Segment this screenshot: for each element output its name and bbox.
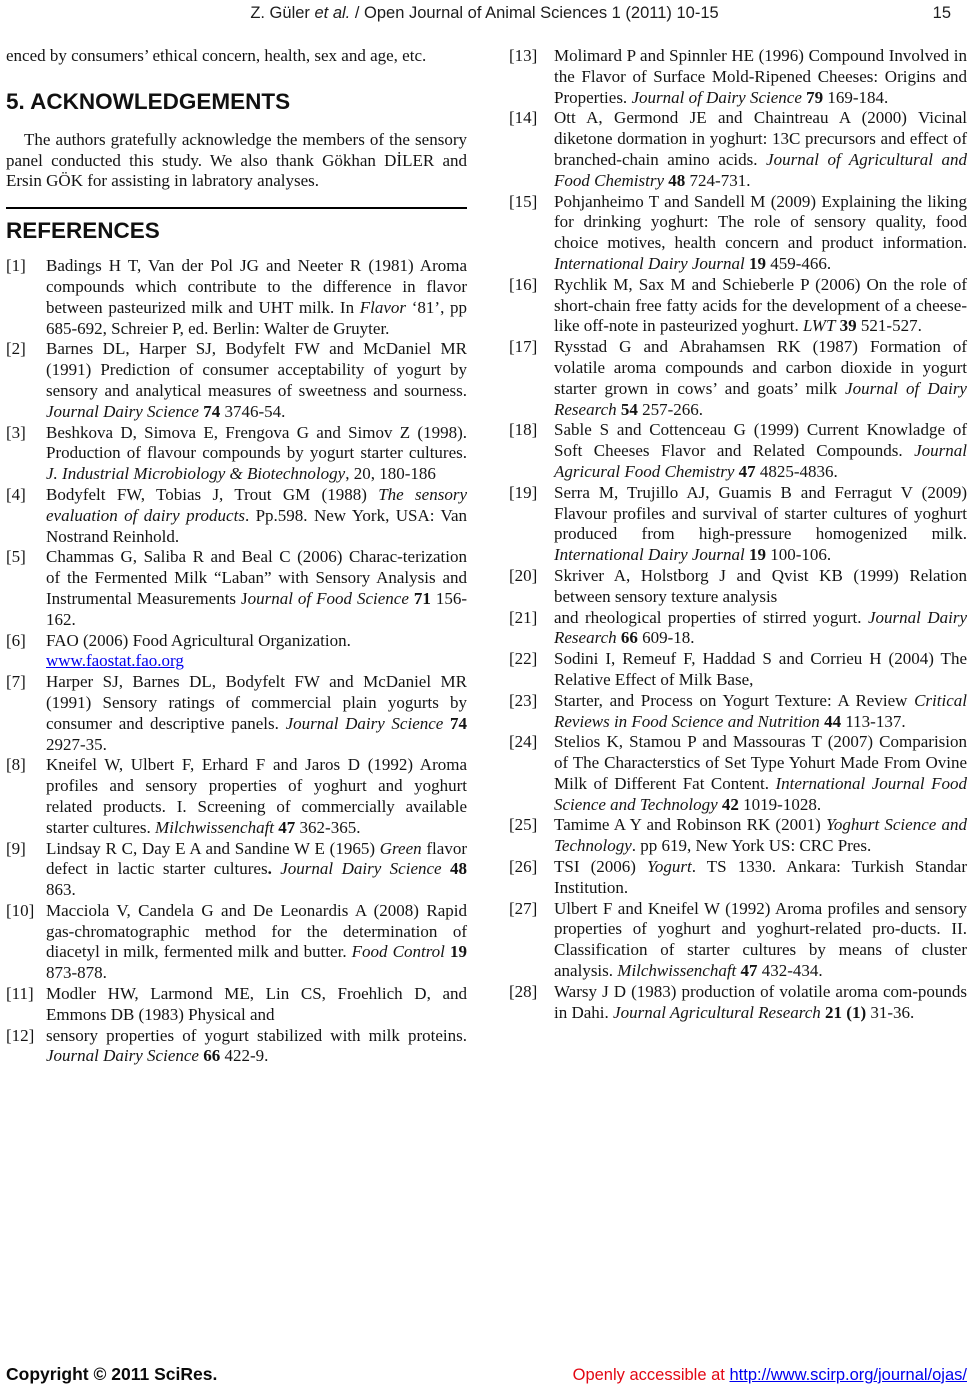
reference-text: Sodini I, Remeuf F, Haddad S and Corrieu H (2004) The Relative Effect of Milk Base, bbox=[554, 649, 967, 689]
reference-number: [26] bbox=[509, 857, 538, 877]
reference-text: TSI (2006) Yogurt. TS 1330. Ankara: Turkish Standar Institution. bbox=[554, 857, 967, 897]
reference-number: [7] bbox=[6, 672, 26, 692]
reference-item bbox=[509, 691, 967, 733]
reference-text: Starter, and Process on Yogurt Texture: A Review Critical Reviews in Food Science and Nutrition 44 113-137. bbox=[554, 690, 967, 731]
page-footer bbox=[6, 1364, 967, 1385]
reference-text: Sable S and Cottenceau G (1999) Current Knowladge of Soft Cheeses Flavor and Related Compounds. Journal Agricural Food Chemistry 47 4825-4836. bbox=[554, 420, 967, 481]
reference-item bbox=[509, 483, 967, 566]
reference-item bbox=[6, 839, 467, 901]
reference-number: [27] bbox=[509, 898, 538, 918]
reference-number: [22] bbox=[509, 649, 538, 669]
reference-item bbox=[6, 901, 467, 984]
reference-item bbox=[509, 857, 967, 899]
page-header bbox=[0, 4, 969, 23]
reference-text: Bodyfelt FW, Tobias J, Trout GM (1988) The sensory evaluation of dairy products. Pp.598. New York, USA: Van Nostrand Reinhold. bbox=[46, 484, 467, 546]
reference-text: and rheological properties of stirred yogurt. Journal Dairy Research 66 609-18. bbox=[554, 607, 968, 648]
reference-number: [5] bbox=[6, 547, 26, 567]
reference-text: Tamime A Y and Robinson RK (2001) Yoghurt Science and Technology. pp 619, New York US: CRC Pres. bbox=[554, 815, 967, 856]
reference-number: [24] bbox=[509, 732, 538, 752]
reference-number: [19] bbox=[509, 482, 538, 502]
reference-item bbox=[509, 899, 967, 982]
reference-text: Warsy J D (1983) production of volatile aroma com-pounds in Dahi. Journal Agricultural Research 21 (1) 31-36. bbox=[554, 981, 967, 1022]
reference-item bbox=[509, 815, 967, 857]
reference-item bbox=[509, 420, 967, 482]
reference-item bbox=[509, 46, 967, 108]
reference-item bbox=[509, 566, 967, 608]
reference-item bbox=[6, 423, 467, 485]
reference-number: [2] bbox=[6, 339, 26, 359]
reference-item bbox=[6, 256, 467, 339]
reference-text: FAO (2006) Food Agricultural Organization. www.faostat.fao.org bbox=[46, 630, 351, 671]
reference-text: Macciola V, Candela G and De Leonardis A (2008) Rapid gas-chromatographic method for the determination of diacetyl in milk, fermented milk and butter. Food Control 19 873-878. bbox=[46, 900, 467, 983]
reference-number: [3] bbox=[6, 422, 26, 442]
reference-link[interactable]: www.faostat.fao.org bbox=[46, 651, 184, 671]
footer-access bbox=[573, 1366, 967, 1385]
reference-number: [8] bbox=[6, 755, 26, 775]
reference-text: Beshkova D, Simova E, Frengova G and Simov Z (1998). Production of flavour compounds by yogurt starter cultures. J. Industrial Microbiology & Biotechnology, 20, 180-186 bbox=[46, 422, 467, 484]
reference-item bbox=[509, 649, 967, 691]
reference-text: Badings H T, Van der Pol JG and Neeter R (1981) Aroma compounds which contribute to the difference in flavor between pasteurized milk and UHT milk. In Flavor ‘81’, pp 685-692, Schreier P, ed. Berlin: Walter de Gruyter. bbox=[46, 256, 468, 338]
reference-text: Modler HW, Larmond ME, Lin CS, Froehlich D, and Emmons DB (1983) Physical and bbox=[46, 984, 467, 1024]
reference-text: Harper SJ, Barnes DL, Bodyfelt FW and McDaniel MR (1991) Sensory ratings of commercial plain yogurts by consumer and descriptive panels. Journal Dairy Science 74 2927-35. bbox=[46, 672, 468, 754]
reference-text: Molimard P and Spinnler HE (1996) Compound Involved in the Flavor of Surface Mold-Ripened Cheeses: Origins and Properties. Journal of Dairy Science 79 169-184. bbox=[554, 46, 967, 107]
reference-number: [11] bbox=[6, 984, 34, 1004]
running-head bbox=[0, 4, 969, 23]
reference-item bbox=[509, 732, 967, 815]
reference-number: [4] bbox=[6, 484, 26, 504]
page-number: 15 bbox=[932, 4, 951, 22]
reference-text: Ott A, Germond JE and Chaintreau A (2000) Vicinal diketone dormation in yoghurt: 13C precursors and effect of branched-chain amino acids. Journal of Agricultural and Food Chemistry 48 724-731. bbox=[554, 108, 967, 190]
reference-text: Stelios K, Stamou P and Massouras T (2007) Comparision of The Characterstics of Set Type Yohurt Made From Ovine Milk of Different Fat Content. International Journal Food Science and Technology 42 1019-1028. bbox=[554, 732, 967, 814]
reference-number: [17] bbox=[509, 337, 538, 357]
reference-item bbox=[509, 982, 967, 1024]
running-head-etal: et al. bbox=[314, 4, 351, 22]
reference-number: [16] bbox=[509, 274, 538, 294]
references-list-right bbox=[509, 46, 967, 1023]
reference-text: Barnes DL, Harper SJ, Bodyfelt FW and McDaniel MR (1991) Prediction of consumer acceptability of yogurt by sensory and analytical measures of sweetness and sourness. Journal Dairy Science 74 3746-54. bbox=[46, 339, 467, 421]
reference-item bbox=[6, 1026, 467, 1068]
reference-number: [25] bbox=[509, 815, 538, 835]
reference-number: [10] bbox=[6, 900, 35, 920]
reference-text: sensory properties of yogurt stabilized with milk proteins. Journal Dairy Science 66 422-9. bbox=[46, 1025, 467, 1066]
reference-item bbox=[509, 337, 967, 420]
footer-access-link[interactable]: http://www.scirp.org/journal/ojas/ bbox=[729, 1366, 967, 1384]
reference-item bbox=[509, 108, 967, 191]
reference-number: [12] bbox=[6, 1025, 35, 1045]
running-head-author: Z. Güler bbox=[250, 4, 315, 22]
reference-text: Pohjanheimo T and Sandell M (2009) Explaining the liking for drinking yoghurt: The role of sensory quality, food choice motives, health concern and product information. International Dairy Journal 19 459-466. bbox=[554, 191, 967, 273]
reference-item bbox=[509, 608, 967, 650]
reference-item bbox=[6, 672, 467, 755]
footer-access-text: Openly accessible at bbox=[572, 1366, 730, 1384]
reference-item bbox=[6, 485, 467, 547]
reference-text: Lindsay R C, Day E A and Sandine W E (1965) Green flavor defect in lactic starter cultures. Journal Dairy Science 48 863. bbox=[46, 838, 468, 900]
acknowledgements-paragraph: The authors gratefully acknowledge the members of the sensory panel conducted this study. We also thank Gökhan DİLER and Ersin GÖK for assisting in labratory analyses. bbox=[6, 129, 467, 191]
reference-item bbox=[6, 547, 467, 630]
reference-item bbox=[509, 192, 967, 275]
reference-number: [15] bbox=[509, 191, 538, 211]
reference-number: [13] bbox=[509, 46, 538, 65]
left-column bbox=[6, 46, 467, 1067]
reference-text: Rychlik M, Sax M and Schieberle P (2006) On the role of short-chain free fatty acids for the development of a cheese-like off-note in pasteurized yoghurt. LWT 39 521-527. bbox=[554, 274, 967, 336]
section-divider bbox=[6, 207, 467, 209]
references-list-left bbox=[6, 256, 467, 1067]
reference-text: Kneifel W, Ulbert F, Erhard F and Jaros D (1992) Aroma profiles and sensory properties of yoghurt and yoghurt related products. I. Screening of commercially available starter cultures. Milchwissenchaft 47 362-365. bbox=[46, 755, 467, 837]
reference-text: Rysstad G and Abrahamsen RK (1987) Formation of volatile aroma compounds and carbon dioxide in yogurt starter grown in cows’ and goats’ milk Journal of Dairy Research 54 257-266. bbox=[554, 337, 967, 419]
references-heading: REFERENCES bbox=[6, 218, 160, 244]
reference-number: [14] bbox=[509, 108, 538, 128]
reference-item bbox=[6, 631, 467, 673]
intro-paragraph: enced by consumers’ ethical concern, health, sex and age, etc. bbox=[6, 46, 427, 65]
reference-number: [28] bbox=[509, 981, 538, 1001]
footer-copyright: Copyright © 2011 SciRes. bbox=[6, 1364, 218, 1384]
reference-number: [6] bbox=[6, 630, 26, 650]
reference-number: [21] bbox=[509, 607, 538, 627]
reference-item bbox=[6, 755, 467, 838]
reference-number: [9] bbox=[6, 838, 26, 858]
reference-number: [23] bbox=[509, 690, 538, 710]
reference-text: Chammas G, Saliba R and Beal C (2006) Charac-terization of the Fermented Milk “Laban” with Sensory Analysis and Instrumental Measurements Journal of Food Science 71 156-162. bbox=[46, 547, 467, 629]
right-column bbox=[509, 46, 967, 1023]
acknowledgements-heading: 5. ACKNOWLEDGEMENTS bbox=[6, 88, 291, 114]
running-head-journal: / Open Journal of Animal Sciences 1 (2011) 10-15 bbox=[350, 4, 719, 22]
reference-text: Ulbert F and Kneifel W (1992) Aroma profiles and sensory properties of yoghurt and yoghurt-related pro-ducts. II. Classification of starter cultures by means of cluster analysis. Milchwissenchaft 47 432-434. bbox=[554, 898, 967, 981]
reference-text: Skriver A, Holstborg J and Qvist KB (1999) Relation between sensory texture analysis bbox=[554, 565, 967, 606]
reference-text: Serra M, Trujillo AJ, Guamis B and Ferragut V (2009) Flavour profiles and survival of starter cultures of yoghurt produced from high-pressure homogenized milk. International Dairy Journal 19 100-106. bbox=[554, 482, 967, 565]
reference-item bbox=[509, 275, 967, 337]
reference-number: [1] bbox=[6, 256, 26, 276]
reference-item bbox=[6, 984, 467, 1026]
reference-item bbox=[6, 339, 467, 422]
reference-number: [20] bbox=[509, 565, 538, 585]
reference-number: [18] bbox=[509, 420, 538, 440]
